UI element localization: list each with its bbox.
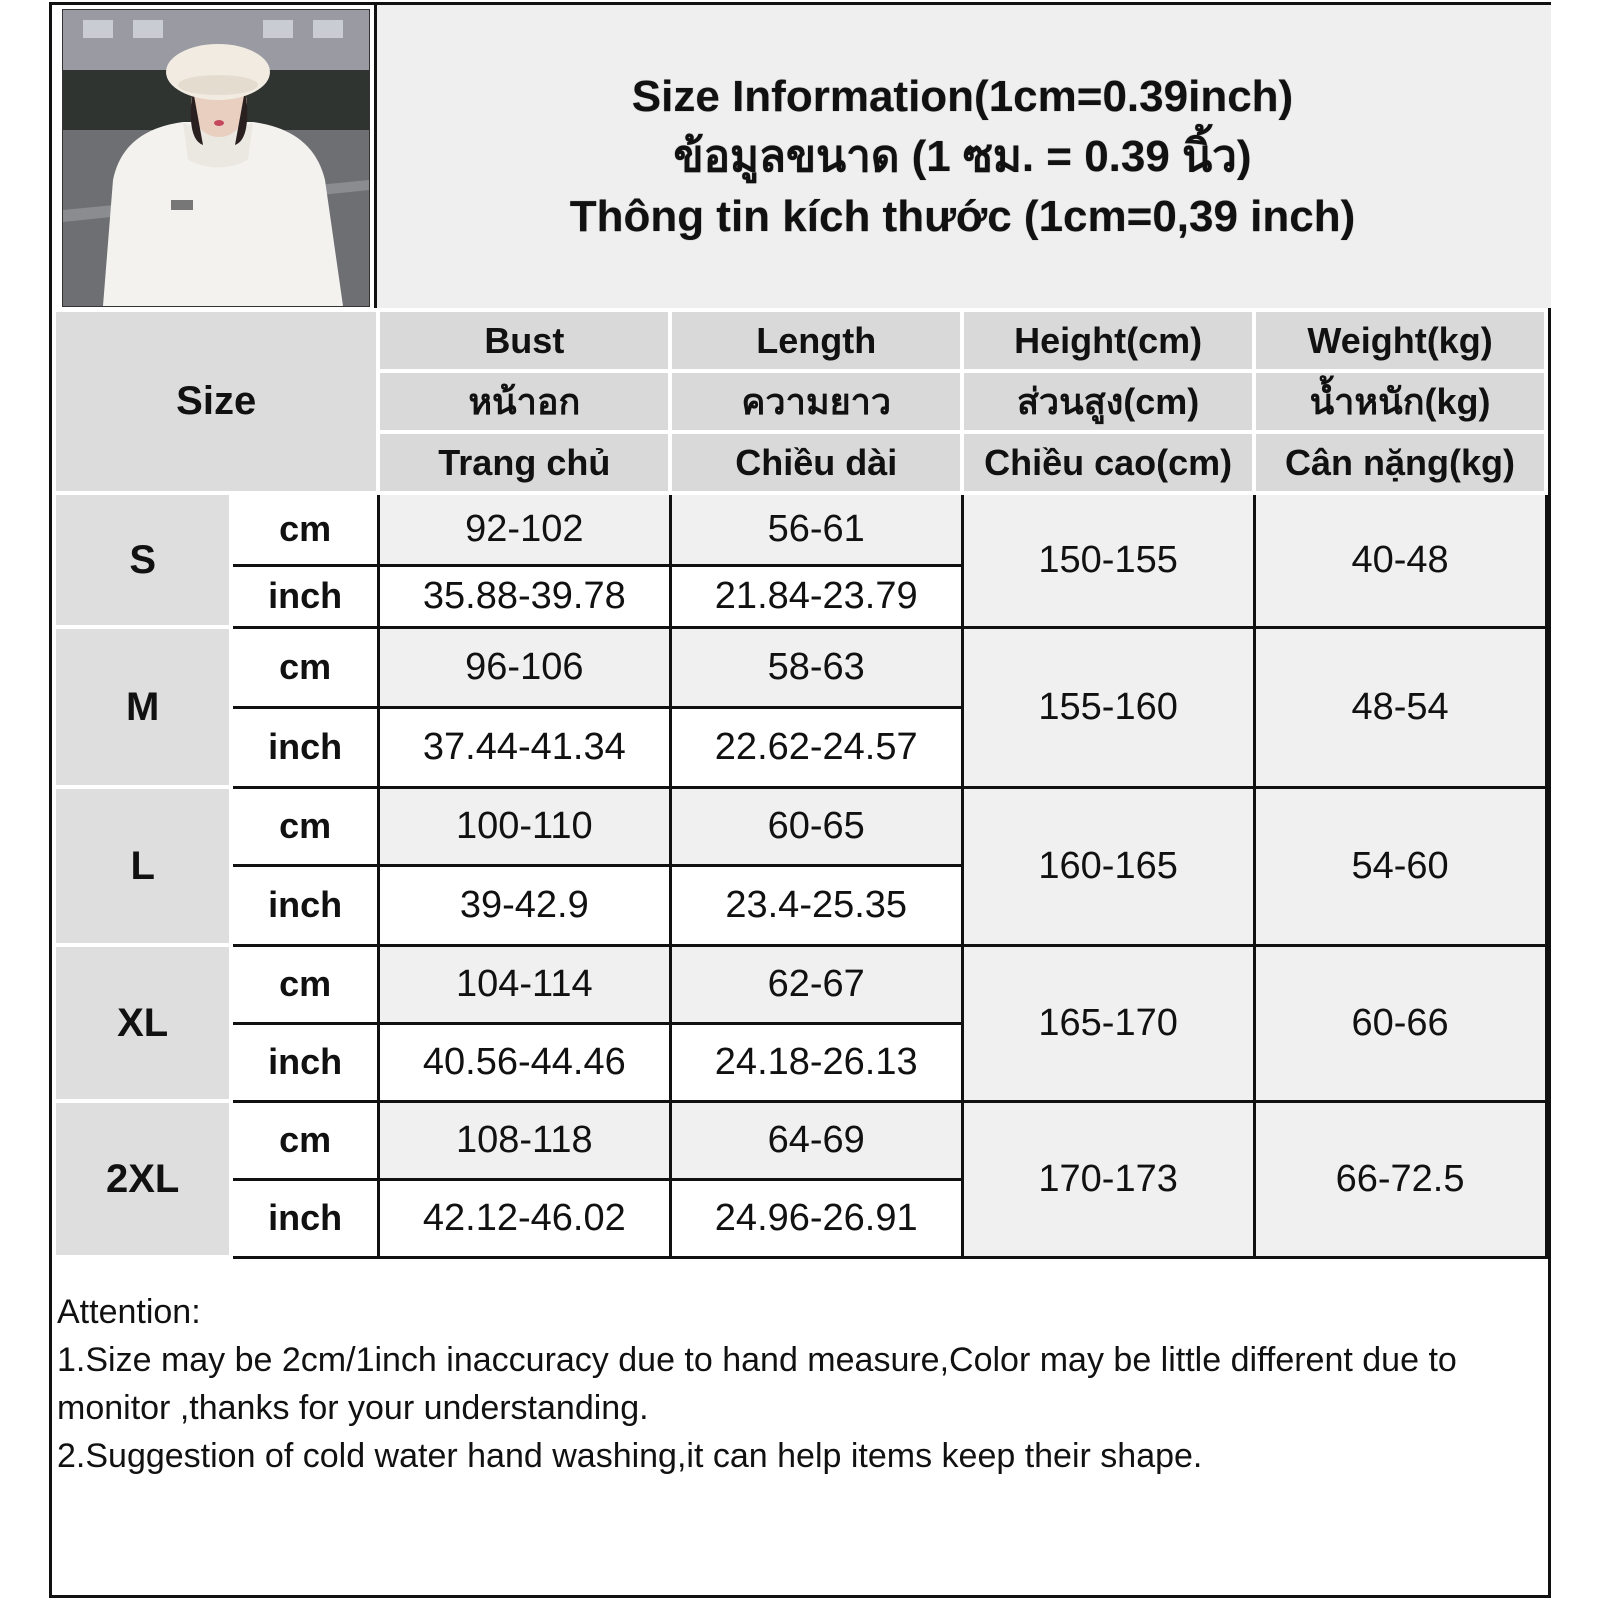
- weight-header-vi: Cân nặng(kg): [1254, 432, 1546, 493]
- bust-cm: 100-110: [378, 787, 670, 865]
- attention-notes: [57, 1288, 1547, 1480]
- weight-value: 54-60: [1254, 787, 1546, 945]
- bust-cm: 96-106: [378, 627, 670, 707]
- weight-value: 40-48: [1254, 493, 1546, 627]
- weight-value: 66-72.5: [1254, 1101, 1546, 1257]
- length-cm: 60-65: [670, 787, 962, 865]
- length-header-en: Length: [670, 310, 962, 371]
- unit-inch: inch: [231, 1023, 378, 1101]
- size-header: Size: [54, 310, 378, 493]
- length-inch: 22.62-24.57: [670, 707, 962, 787]
- length-cm: 58-63: [670, 627, 962, 707]
- product-photo: [62, 9, 370, 307]
- unit-cm: cm: [231, 787, 378, 865]
- bust-inch: 35.88-39.78: [378, 565, 670, 627]
- title-english: Size Information(1cm=0.39inch): [631, 71, 1294, 121]
- weight-header-en: Weight(kg): [1254, 310, 1546, 371]
- bust-cm: 108-118: [378, 1101, 670, 1179]
- bust-inch: 40.56-44.46: [378, 1023, 670, 1101]
- unit-cm: cm: [231, 493, 378, 565]
- unit-cm: cm: [231, 627, 378, 707]
- bust-header-vi: Trang chủ: [378, 432, 670, 493]
- height-value: 155-160: [962, 627, 1254, 787]
- bust-cm: 104-114: [378, 945, 670, 1023]
- length-inch: 24.96-26.91: [670, 1179, 962, 1257]
- length-inch: 24.18-26.13: [670, 1023, 962, 1101]
- bust-inch: 42.12-46.02: [378, 1179, 670, 1257]
- unit-cm: cm: [231, 945, 378, 1023]
- attention-note-2: 2.Suggestion of cold water hand washing,it can help items keep their shape.: [57, 1437, 1203, 1475]
- height-value: 165-170: [962, 945, 1254, 1101]
- weight-header-th: น้ำหนัก(kg): [1254, 371, 1546, 432]
- height-value: 150-155: [962, 493, 1254, 627]
- height-value: 170-173: [962, 1101, 1254, 1257]
- size-label: L: [54, 787, 231, 945]
- bust-inch: 37.44-41.34: [378, 707, 670, 787]
- size-label: XL: [54, 945, 231, 1101]
- chart-title: [374, 5, 1551, 308]
- length-cm: 62-67: [670, 945, 962, 1023]
- size-chart-sheet: [49, 2, 1551, 1598]
- height-header-th: ส่วนสูง(cm): [962, 371, 1254, 432]
- weight-value: 48-54: [1254, 627, 1546, 787]
- unit-cm: cm: [231, 1101, 378, 1179]
- length-inch: 23.4-25.35: [670, 865, 962, 945]
- size-label: 2XL: [54, 1101, 231, 1257]
- length-cm: 64-69: [670, 1101, 962, 1179]
- bust-header-en: Bust: [378, 310, 670, 371]
- weight-value: 60-66: [1254, 945, 1546, 1101]
- height-value: 160-165: [962, 787, 1254, 945]
- attention-note-1: 1.Size may be 2cm/1inch inaccuracy due to hand measure,Color may be little different due to monitor ,thanks for your understanding.: [57, 1341, 1457, 1427]
- unit-inch: inch: [231, 1179, 378, 1257]
- size-label: S: [54, 493, 231, 627]
- length-cm: 56-61: [670, 493, 962, 565]
- attention-heading: Attention:: [57, 1293, 201, 1331]
- unit-inch: inch: [231, 707, 378, 787]
- size-label: M: [54, 627, 231, 787]
- unit-inch: inch: [231, 865, 378, 945]
- length-header-th: ความยาว: [670, 371, 962, 432]
- bust-inch: 39-42.9: [378, 865, 670, 945]
- size-table: [52, 308, 1548, 1259]
- length-inch: 21.84-23.79: [670, 565, 962, 627]
- length-header-vi: Chiều dài: [670, 432, 962, 493]
- bust-cm: 92-102: [378, 493, 670, 565]
- title-vietnamese: Thông tin kích thước (1cm=0,39 inch): [569, 191, 1356, 241]
- title-thai: ข้อมูลขนาด (1 ซม. = 0.39 นิ้ว): [673, 131, 1252, 181]
- bust-header-th: หน้าอก: [378, 371, 670, 432]
- unit-inch: inch: [231, 565, 378, 627]
- height-header-en: Height(cm): [962, 310, 1254, 371]
- height-header-vi: Chiều cao(cm): [962, 432, 1254, 493]
